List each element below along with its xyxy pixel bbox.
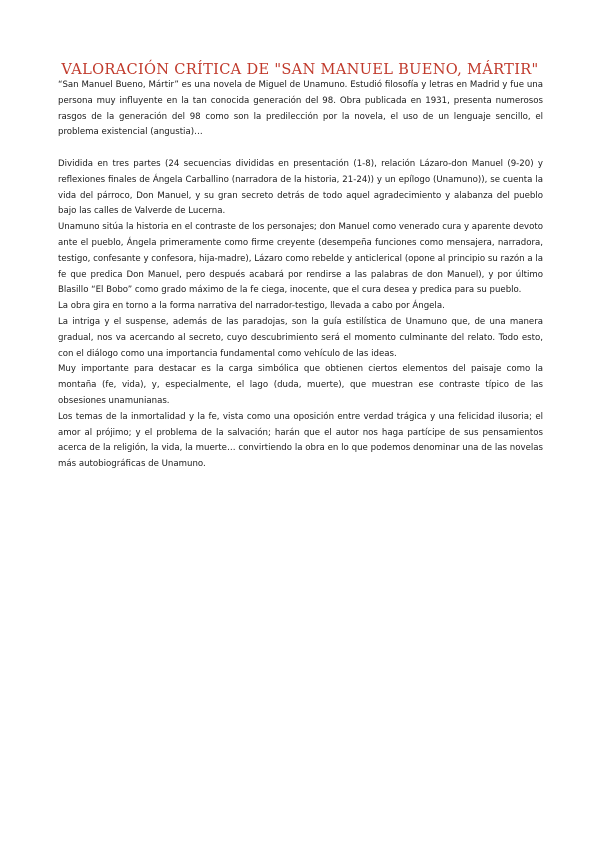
paragraph-introduction: “San Manuel Bueno, Mártir” es una novela de Miguel de Unamuno. Estudió filosofía y letras en Madrid y fue una persona muy influyente en la tan conocida generación del 98. Obra publicada en 1931, presenta numerosos rasgos de la generación del 98 como son la predilección por la novela, el uso de un lenguaje sencillo, el problema existencial (angustia)… (58, 80, 543, 138)
paragraph-themes: Los temas de la inmortalidad y la fe, vista como una oposición entre verdad trágica y una felicidad ilusoria; el amor al prójimo; y el problema de la salvación; harán que el autor nos haga partícipe de sus pensamientos acerca de la religión, la vida, la muerte… convirtiendo la obra en lo que podemos denominar una de las novelas más autobiográficas de Unamuno. (58, 411, 543, 470)
document-title: VALORACIÓN CRÍTICA DE "SAN MANUEL BUENO, MÁRTIR" (61, 61, 539, 78)
document-body (58, 78, 543, 473)
paragraph-narrator: La obra gira en torno a la forma narrativa del narrador-testigo, llevada a cabo por Ángela. (58, 301, 445, 312)
paragraph-characters: Unamuno sitúa la historia en el contraste de los personajes; don Manuel como venerado cura y aparente devoto ante el pueblo, Ángela primeramente como firme creyente (desempeña funciones como mensajera, narradora, testigo, confesante y confesora, hija-madre), Lázaro como rebelde y anticlerical (opone al principio su razón a la fe que predica Don Manuel, pero después acabará por rendirse a las palabras de don Manuel), y por último Blasillo “El Bobo” como grado máximo de la fe ciega, inocente, que el cura desea y predica para su pueblo. (58, 222, 543, 296)
paragraph-symbolism: Muy importante para destacar es la carga simbólica que obtienen ciertos elementos del paisaje como la montaña (fe, vida), y, especialmente, el lago (duda, muerte), que muestran ese contraste típico de las obsesiones unamunianas. (58, 364, 543, 406)
paragraph-style: La intriga y el suspense, además de las paradojas, son la guía estilística de Unamuno que, de una manera gradual, nos va acercando al secreto, cuyo descubrimiento será el momento culminante del relato. Todo esto, con el diálogo como una importancia fundamental como vehículo de las ideas. (58, 316, 543, 359)
paragraph-structure: Dividida en tres partes (24 secuencias divididas en presentación (1-8), relación Lázaro-don Manuel (9-20) y reflexiones finales de Ángela Carballino (narradora de la historia, 21-24)) y un epílogo (Unamuno)), se cuenta la vida del párroco, Don Manuel, y su gran secreto detrás de todo aquel agradecimiento y alabanza del pueblo bajo las calles de Valverde de Lucerna. (58, 158, 543, 217)
